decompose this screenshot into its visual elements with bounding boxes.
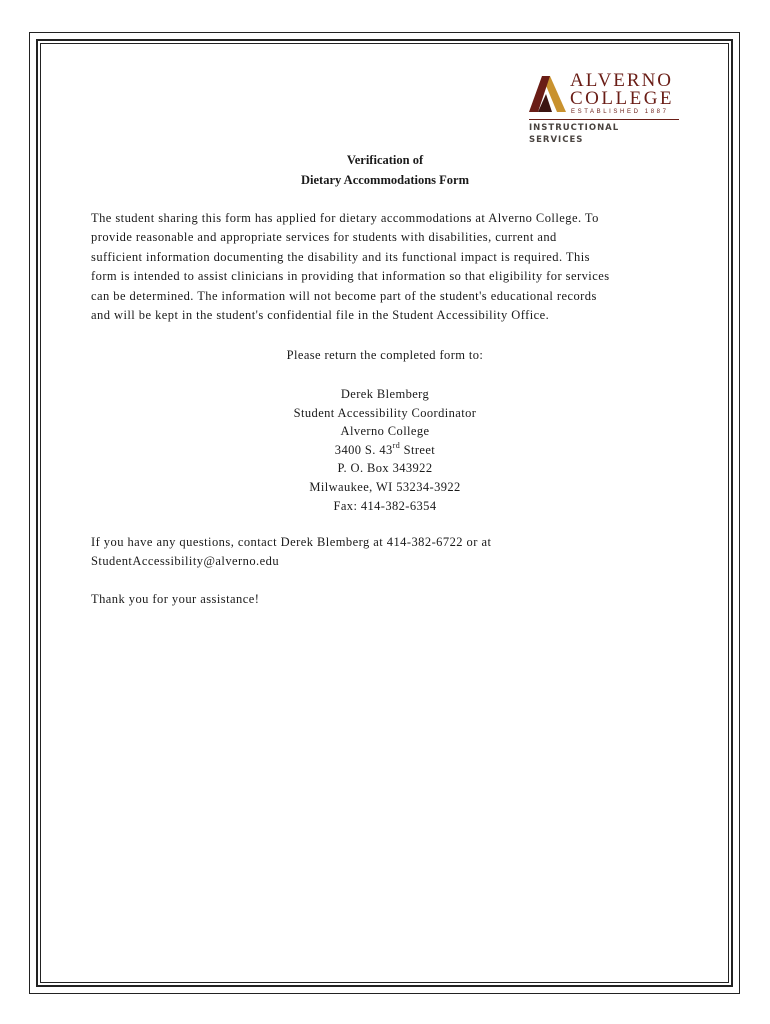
address-name: Derek Blemberg <box>340 387 430 401</box>
address-street <box>0 441 770 460</box>
form-title-line1: Verification of <box>346 153 424 167</box>
address-street-number: 3400 S. 43 <box>334 442 393 457</box>
questions-line: If you have any questions, contact Derek Blemberg at 414-382-6722 or at <box>91 535 492 549</box>
logo-established: ESTABLISHED 1887 <box>571 109 669 115</box>
form-title-line2: Dietary Accommodations Form <box>300 173 470 187</box>
intro-line: can be determined. The information will not become part of the student's educational records <box>91 288 597 303</box>
alverno-a-mark-icon <box>528 74 568 114</box>
logo-name-line2: COLLEGE <box>570 88 675 109</box>
address-street-suffix: rd <box>392 440 401 450</box>
address-city: Milwaukee, WI 53234-3922 <box>309 479 461 494</box>
intro-line: The student sharing this form has applied for dietary accommodations at Alverno College. To <box>91 211 599 225</box>
intro-line: sufficient information documenting the disability and its functional impact is required. This <box>91 249 590 264</box>
logo-name-line1: ALVERNO <box>570 70 674 91</box>
questions-paragraph <box>91 533 691 572</box>
address-org: Alverno College <box>340 424 430 439</box>
return-address <box>0 385 770 515</box>
intro-line: provide reasonable and appropriate services for students with disabilities, current and <box>91 230 557 245</box>
logo-divider <box>529 119 679 120</box>
intro-paragraph <box>91 209 691 325</box>
address-fax: Fax: 414-382-6354 <box>333 498 437 513</box>
intro-line: form is intended to assist clinicians in providing that information so that eligibility for services <box>91 269 610 284</box>
alverno-college-logo <box>528 72 680 148</box>
thank-you-text: Thank you for your assistance! <box>91 592 260 606</box>
return-instruction: Please return the completed form to: <box>286 348 484 362</box>
address-role: Student Accessibility Coordinator <box>293 405 477 420</box>
contact-email: StudentAccessibility@alverno.edu <box>91 554 280 569</box>
logo-services-line1: INSTRUCTIONAL <box>529 123 620 133</box>
address-pobox: P. O. Box 343922 <box>337 461 433 476</box>
logo-services-line2: SERVICES <box>529 135 584 145</box>
intro-line: and will be kept in the student's confidential file in the Student Accessibility Office. <box>91 308 550 323</box>
address-street-name: Street <box>400 442 436 457</box>
